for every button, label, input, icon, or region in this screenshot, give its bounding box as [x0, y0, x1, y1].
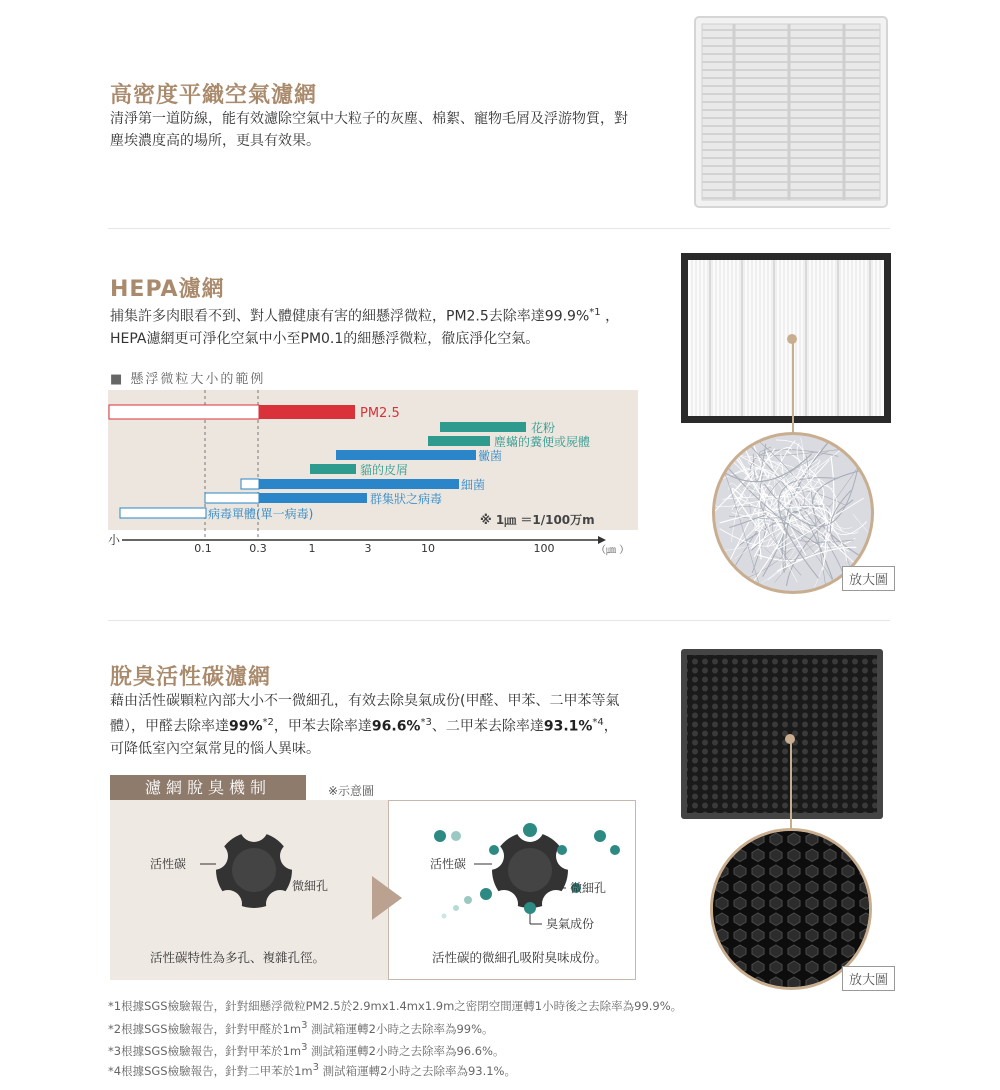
- mechanism-diagram: [110, 800, 636, 980]
- bar-pm25-outline: [109, 405, 259, 419]
- mechanism-note: ※示意圖: [328, 784, 375, 798]
- bar-cluster-virus-outline: [205, 493, 259, 503]
- rate-toluene: 96.6%: [371, 718, 421, 735]
- chart-unit-note: ※ 1㎛ ＝1/100万m: [480, 513, 595, 527]
- footnote-text: *1根據SGS檢驗報告，針對細懸浮微粒PM2.5於2.9mx1.4mx1.9m之密閉空間運轉1小時後之去除率為99.9%。: [108, 999, 683, 1013]
- section-divider: [108, 228, 890, 229]
- right-arrow-icon: [372, 876, 402, 920]
- desc-line: 可降低室內空氣常見的惱人異味。: [110, 740, 320, 757]
- carbon-granule-left: [200, 814, 308, 918]
- footnote-4: [108, 1062, 516, 1079]
- footnote-2: [108, 1020, 494, 1037]
- desc-text: ，甲苯去除率達: [273, 718, 372, 735]
- label-cluster-virus: 群集狀之病毒: [370, 492, 443, 506]
- footnote-text: *2根據SGS檢驗報告，針對甲醛於1m: [108, 1021, 302, 1036]
- bar-bacteria: [259, 479, 459, 489]
- bar-pm25: [259, 405, 355, 419]
- desc-line: [110, 302, 690, 328]
- flat-weave-filter-image: [694, 16, 888, 212]
- desc-text: 體），甲醛去除率達: [110, 718, 229, 735]
- chart-caption: ■ 懸浮微粒大小的範例: [110, 372, 266, 387]
- hepa-connector-dot: [787, 334, 797, 344]
- desc-line: 藉由活性碳顆粒內部大小不一微細孔，有效去除臭氣成份(甲醛、甲苯、二甲苯等氣: [110, 693, 620, 709]
- hepa-connector: [792, 338, 794, 438]
- x-axis-arrow: [598, 536, 606, 544]
- footnote-text: 測試箱運轉2小時之去除率為99%。: [307, 1021, 494, 1036]
- footnote-text: 測試箱運轉2小時之去除率為93.1%。: [318, 1063, 516, 1078]
- desc-line: HEPA濾網更可淨化空氣中小至PM0.1的細懸浮微粒，徹底淨化空氣。: [110, 330, 540, 347]
- superscript: 3: [312, 1062, 319, 1073]
- mechanism-header: 濾網脫臭機制: [110, 775, 306, 801]
- tick-10: 10: [421, 542, 435, 555]
- particle-size-chart: [108, 390, 648, 564]
- hepa-filter-image: [680, 252, 892, 428]
- footnote-ref: *4: [592, 717, 604, 728]
- desc-line: [110, 712, 690, 738]
- caption-right: 活性碳的微細孔吸附臭味成份。: [432, 950, 608, 965]
- carbon-connector-dot: [785, 734, 795, 744]
- bar-dust-mite: [428, 436, 490, 446]
- section-desc-flat-weave: [110, 108, 690, 152]
- label-pollen: 花粉: [531, 421, 556, 435]
- bar-bacteria-outline: [241, 479, 259, 489]
- footnote-1: [108, 998, 682, 1014]
- section-title-carbon: 脫臭活性碳濾網: [110, 665, 272, 690]
- label-pore-right: 微細孔: [570, 881, 607, 895]
- footnote-text: *4根據SGS檢驗報告，針對二甲苯於1m: [108, 1063, 313, 1078]
- bar-cat-dander: [310, 464, 356, 474]
- bar-cluster-virus: [259, 493, 367, 503]
- footnote-text: 測試箱運轉2小時之去除率為96.6%。: [307, 1043, 505, 1058]
- caption-left: 活性碳特性為多孔、複雜孔徑。: [150, 950, 326, 965]
- tick-100: 100: [533, 542, 555, 555]
- rate-xylene: 93.1%: [543, 718, 593, 735]
- desc-text: ，: [603, 718, 618, 735]
- desc-text: ，: [600, 308, 620, 325]
- label-cat-dander: 貓的皮屑: [360, 463, 409, 477]
- tick-0.3: 0.3: [249, 542, 267, 555]
- fiber-strand: [718, 440, 795, 584]
- section-desc-carbon: [110, 690, 690, 760]
- section-title-hepa: HEPA濾網: [110, 277, 225, 302]
- bar-mold: [336, 450, 476, 460]
- section-desc-hepa: [110, 302, 690, 350]
- fiber-strand: [817, 496, 867, 535]
- footnote-3: [108, 1042, 505, 1059]
- tick-0.1: 0.1: [194, 542, 212, 555]
- superscript: 3: [301, 1020, 308, 1031]
- footnote-ref: *2: [262, 717, 274, 728]
- desc-text: 、二甲苯去除率達: [431, 718, 544, 735]
- tick-1: 1: [308, 542, 316, 555]
- carbon-filter-image: [680, 648, 884, 824]
- bar-pollen: [440, 422, 526, 432]
- label-mold: 黴菌: [478, 449, 503, 463]
- bar-single-virus-outline: [120, 508, 206, 518]
- label-odor: 臭氣成份: [546, 917, 595, 931]
- label-bacteria: 細菌: [461, 478, 486, 492]
- desc-line: 塵埃濃度高的場所，更具有效果。: [110, 133, 320, 149]
- desc-line: 清淨第一道防線，能有效濾除空氣中大粒子的灰塵、棉絮、寵物毛屑及浮游物質，對: [110, 111, 628, 127]
- section-title-flat-weave: 高密度平織空氣濾網: [110, 83, 318, 108]
- desc-text: 捕集許多肉眼看不到、對人體健康有害的細懸浮微粒，PM2.5去除率達99.9%: [110, 308, 590, 325]
- label-dust-mite: 塵蟎的糞便或屍體: [494, 435, 591, 449]
- label-carbon-right: 活性碳: [430, 857, 467, 871]
- enlarge-label: 放大圖: [842, 966, 895, 991]
- carbon-connector: [790, 738, 792, 832]
- axis-small-label: 小: [108, 533, 121, 547]
- section-divider: [108, 620, 890, 621]
- label-pore-left: 微細孔: [292, 879, 329, 893]
- superscript: 3: [301, 1042, 308, 1053]
- label-pm25: PM2.5: [360, 406, 400, 421]
- tick-3: 3: [364, 542, 372, 555]
- footnote-text: *3根據SGS檢驗報告，針對甲苯於1m: [108, 1043, 302, 1058]
- footnote-ref: *3: [420, 717, 432, 728]
- rate-formaldehyde: 99%: [229, 718, 263, 735]
- fiber-strand: [731, 449, 785, 534]
- footnote-ref: *1: [589, 307, 601, 318]
- axis-unit: （㎛ ）: [596, 545, 630, 556]
- label-carbon-left: 活性碳: [150, 857, 187, 871]
- label-single-virus: 病毒單體(單一病毒): [208, 507, 314, 521]
- enlarge-label: 放大圖: [842, 566, 895, 591]
